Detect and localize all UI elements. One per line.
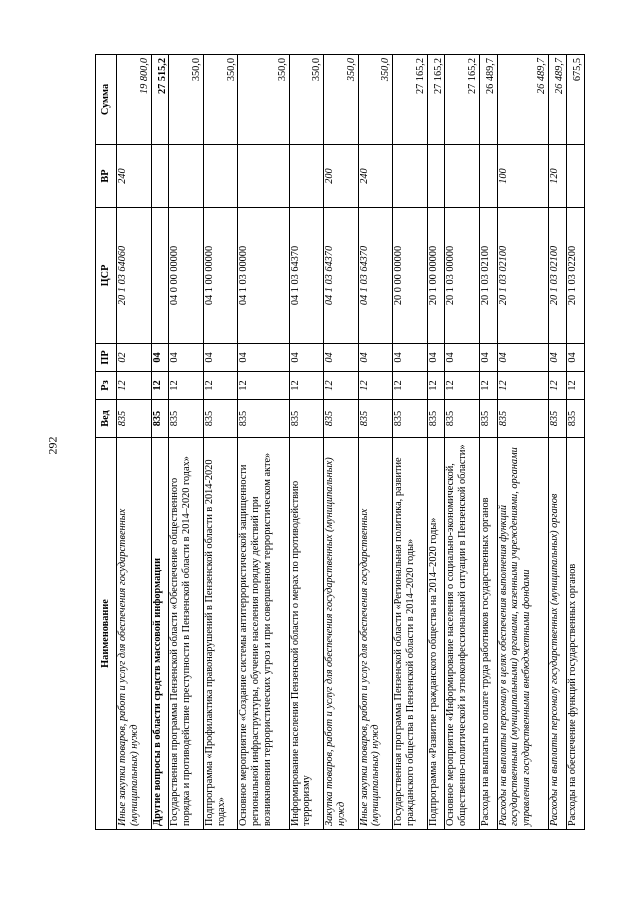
cell-vr bbox=[479, 145, 497, 208]
cell-rz: 12 bbox=[393, 372, 428, 400]
cell-ved: 835 bbox=[445, 400, 480, 438]
cell-ved: 835 bbox=[169, 400, 204, 438]
cell-pr: 04 bbox=[151, 344, 169, 372]
cell-csr: 04 1 03 64370 bbox=[324, 208, 359, 344]
cell-name: Другие вопросы в области средств массовой информации bbox=[151, 438, 169, 830]
cell-csr: 04 1 03 64370 bbox=[358, 208, 393, 344]
table-row bbox=[151, 55, 169, 830]
cell-rz: 12 bbox=[548, 372, 566, 400]
table-row bbox=[203, 55, 238, 830]
cell-csr: 04 0 00 00000 bbox=[169, 208, 204, 344]
cell-rz: 12 bbox=[238, 372, 289, 400]
cell-sum: 675,5 bbox=[566, 55, 584, 145]
cell-pr: 04 bbox=[393, 344, 428, 372]
cell-sum: 350,0 bbox=[238, 55, 289, 145]
table-row bbox=[427, 55, 445, 830]
cell-csr: 20 1 03 64060 bbox=[117, 208, 152, 344]
cell-ved: 835 bbox=[497, 400, 548, 438]
cell-pr: 04 bbox=[238, 344, 289, 372]
cell-vr bbox=[289, 145, 324, 208]
cell-name: Расходы на выплаты персоналу в целях обеспечения выполнения функций государственными (муниципальными) органами, казенными учреждениями, органами управления государственными внебюджетными фондами bbox=[497, 438, 548, 830]
cell-vr: 240 bbox=[117, 145, 152, 208]
cell-pr: 04 bbox=[479, 344, 497, 372]
cell-name: Расходы на выплаты персоналу государственных (муниципальных) органов bbox=[548, 438, 566, 830]
cell-ved: 835 bbox=[479, 400, 497, 438]
cell-vr bbox=[238, 145, 289, 208]
table-row bbox=[445, 55, 480, 830]
cell-rz: 12 bbox=[427, 372, 445, 400]
cell-sum: 27 515,2 bbox=[151, 55, 169, 145]
cell-ved: 835 bbox=[393, 400, 428, 438]
cell-vr bbox=[203, 145, 238, 208]
cell-pr: 04 bbox=[497, 344, 548, 372]
cell-vr: 120 bbox=[548, 145, 566, 208]
cell-csr: 20 1 03 02100 bbox=[548, 208, 566, 344]
cell-sum: 350,0 bbox=[169, 55, 204, 145]
cell-pr: 02 bbox=[117, 344, 152, 372]
cell-rz: 12 bbox=[324, 372, 359, 400]
table-row bbox=[479, 55, 497, 830]
header-name: Наименование bbox=[96, 438, 117, 830]
table-row bbox=[566, 55, 584, 830]
cell-vr bbox=[566, 145, 584, 208]
table-row bbox=[393, 55, 428, 830]
cell-ved: 835 bbox=[548, 400, 566, 438]
cell-ved: 835 bbox=[151, 400, 169, 438]
cell-csr: 20 1 03 02100 bbox=[497, 208, 548, 344]
header-vr: ВР bbox=[96, 145, 117, 208]
cell-vr: 200 bbox=[324, 145, 359, 208]
cell-sum: 350,0 bbox=[324, 55, 359, 145]
header-sum: Сумма bbox=[96, 55, 117, 145]
page-number: 292 bbox=[45, 436, 60, 455]
cell-csr: 04 1 03 00000 bbox=[238, 208, 289, 344]
cell-ved: 835 bbox=[566, 400, 584, 438]
cell-csr: 20 1 03 02200 bbox=[566, 208, 584, 344]
cell-pr: 04 bbox=[445, 344, 480, 372]
cell-ved: 835 bbox=[427, 400, 445, 438]
cell-rz: 12 bbox=[117, 372, 152, 400]
cell-name: Основное мероприятие «Создание системы антитеррористической защищенности региональной инфраструктуры, обучение населения порядку действий при возникновении террористических угроз и при совершенном террористическом акте» bbox=[238, 438, 289, 830]
cell-pr: 04 bbox=[566, 344, 584, 372]
cell-pr: 04 bbox=[289, 344, 324, 372]
table-row bbox=[238, 55, 289, 830]
table-row bbox=[117, 55, 152, 830]
cell-sum: 350,0 bbox=[289, 55, 324, 145]
table-row bbox=[358, 55, 393, 830]
cell-vr bbox=[151, 145, 169, 208]
cell-sum: 26 489,7 bbox=[497, 55, 548, 145]
cell-name: Иные закупки товаров, работ и услуг для обеспечения государственных (муниципальных) нужд bbox=[358, 438, 393, 830]
cell-rz: 12 bbox=[358, 372, 393, 400]
cell-sum: 27 165,2 bbox=[427, 55, 445, 145]
cell-vr bbox=[445, 145, 480, 208]
cell-pr: 04 bbox=[169, 344, 204, 372]
cell-name: Закупка товаров, работ и услуг для обеспечения государственных (муниципальных) нужд bbox=[324, 438, 359, 830]
cell-name: Подпрограмма «Профилактика правонарушений в Пензенской области в 2014-2020 годах» bbox=[203, 438, 238, 830]
cell-ved: 835 bbox=[117, 400, 152, 438]
header-csr: ЦСР bbox=[96, 208, 117, 344]
cell-rz: 12 bbox=[169, 372, 204, 400]
cell-sum: 26 489,7 bbox=[548, 55, 566, 145]
cell-csr: 04 1 00 00000 bbox=[203, 208, 238, 344]
cell-sum: 350,0 bbox=[203, 55, 238, 145]
cell-name: Информирование населения Пензенской области о мерах по противодействию терроризму bbox=[289, 438, 324, 830]
cell-sum: 26 489,7 bbox=[479, 55, 497, 145]
cell-ved: 835 bbox=[324, 400, 359, 438]
header-rz: Рз bbox=[96, 372, 117, 400]
cell-csr bbox=[151, 208, 169, 344]
cell-rz: 12 bbox=[203, 372, 238, 400]
cell-rz: 12 bbox=[566, 372, 584, 400]
cell-rz: 12 bbox=[497, 372, 548, 400]
cell-ved: 835 bbox=[238, 400, 289, 438]
cell-pr: 04 bbox=[427, 344, 445, 372]
cell-vr bbox=[393, 145, 428, 208]
cell-ved: 835 bbox=[289, 400, 324, 438]
cell-vr bbox=[427, 145, 445, 208]
cell-vr: 100 bbox=[497, 145, 548, 208]
header-ved: Вед bbox=[96, 400, 117, 438]
table-row bbox=[169, 55, 204, 830]
cell-csr: 20 1 00 00000 bbox=[427, 208, 445, 344]
cell-rz: 12 bbox=[289, 372, 324, 400]
budget-table bbox=[95, 54, 585, 830]
cell-sum: 27 165,2 bbox=[393, 55, 428, 145]
cell-rz: 12 bbox=[445, 372, 480, 400]
cell-ved: 835 bbox=[358, 400, 393, 438]
table-header-row bbox=[96, 55, 117, 830]
table-row bbox=[548, 55, 566, 830]
cell-name: Расходы на обеспечение функций государственных органов bbox=[566, 438, 584, 830]
cell-vr bbox=[169, 145, 204, 208]
table-body bbox=[117, 55, 585, 830]
budget-table-rotated bbox=[95, 55, 585, 830]
cell-pr: 04 bbox=[203, 344, 238, 372]
cell-ved: 835 bbox=[203, 400, 238, 438]
table-row bbox=[324, 55, 359, 830]
cell-sum: 19 800,0 bbox=[117, 55, 152, 145]
cell-pr: 04 bbox=[548, 344, 566, 372]
cell-csr: 20 0 00 00000 bbox=[393, 208, 428, 344]
cell-csr: 20 1 03 00000 bbox=[445, 208, 480, 344]
cell-rz: 12 bbox=[151, 372, 169, 400]
cell-name: Иные закупки товаров, работ и услуг для обеспечения государственных (муниципальных) нужд bbox=[117, 438, 152, 830]
table-row bbox=[497, 55, 548, 830]
cell-name: Подпрограмма «Развитие гражданского общества на 2014–2020 годы» bbox=[427, 438, 445, 830]
cell-name: Основное мероприятие «Информирование населения о социально-экономической, общественно-политической и этноконфессиональной ситуации в Пензенской области» bbox=[445, 438, 480, 830]
cell-rz: 12 bbox=[479, 372, 497, 400]
cell-csr: 20 1 03 02100 bbox=[479, 208, 497, 344]
header-pr: ПР bbox=[96, 344, 117, 372]
cell-pr: 04 bbox=[358, 344, 393, 372]
cell-name: Государственная программа Пензенской области «Обеспечение общественного порядка и противодействие преступности в Пензенской области в 2014–2020 годах» bbox=[169, 438, 204, 830]
cell-name: Государственная программа Пензенской области «Региональная политика, развитие гражданского общества в Пензенской области в 2014–2020 годы» bbox=[393, 438, 428, 830]
table-row bbox=[289, 55, 324, 830]
cell-sum: 350,0 bbox=[358, 55, 393, 145]
cell-csr: 04 1 03 64370 bbox=[289, 208, 324, 344]
cell-vr: 240 bbox=[358, 145, 393, 208]
cell-name: Расходы на выплаты по оплате труда работников государственных органов bbox=[479, 438, 497, 830]
cell-sum: 27 165,2 bbox=[445, 55, 480, 145]
cell-pr: 04 bbox=[324, 344, 359, 372]
